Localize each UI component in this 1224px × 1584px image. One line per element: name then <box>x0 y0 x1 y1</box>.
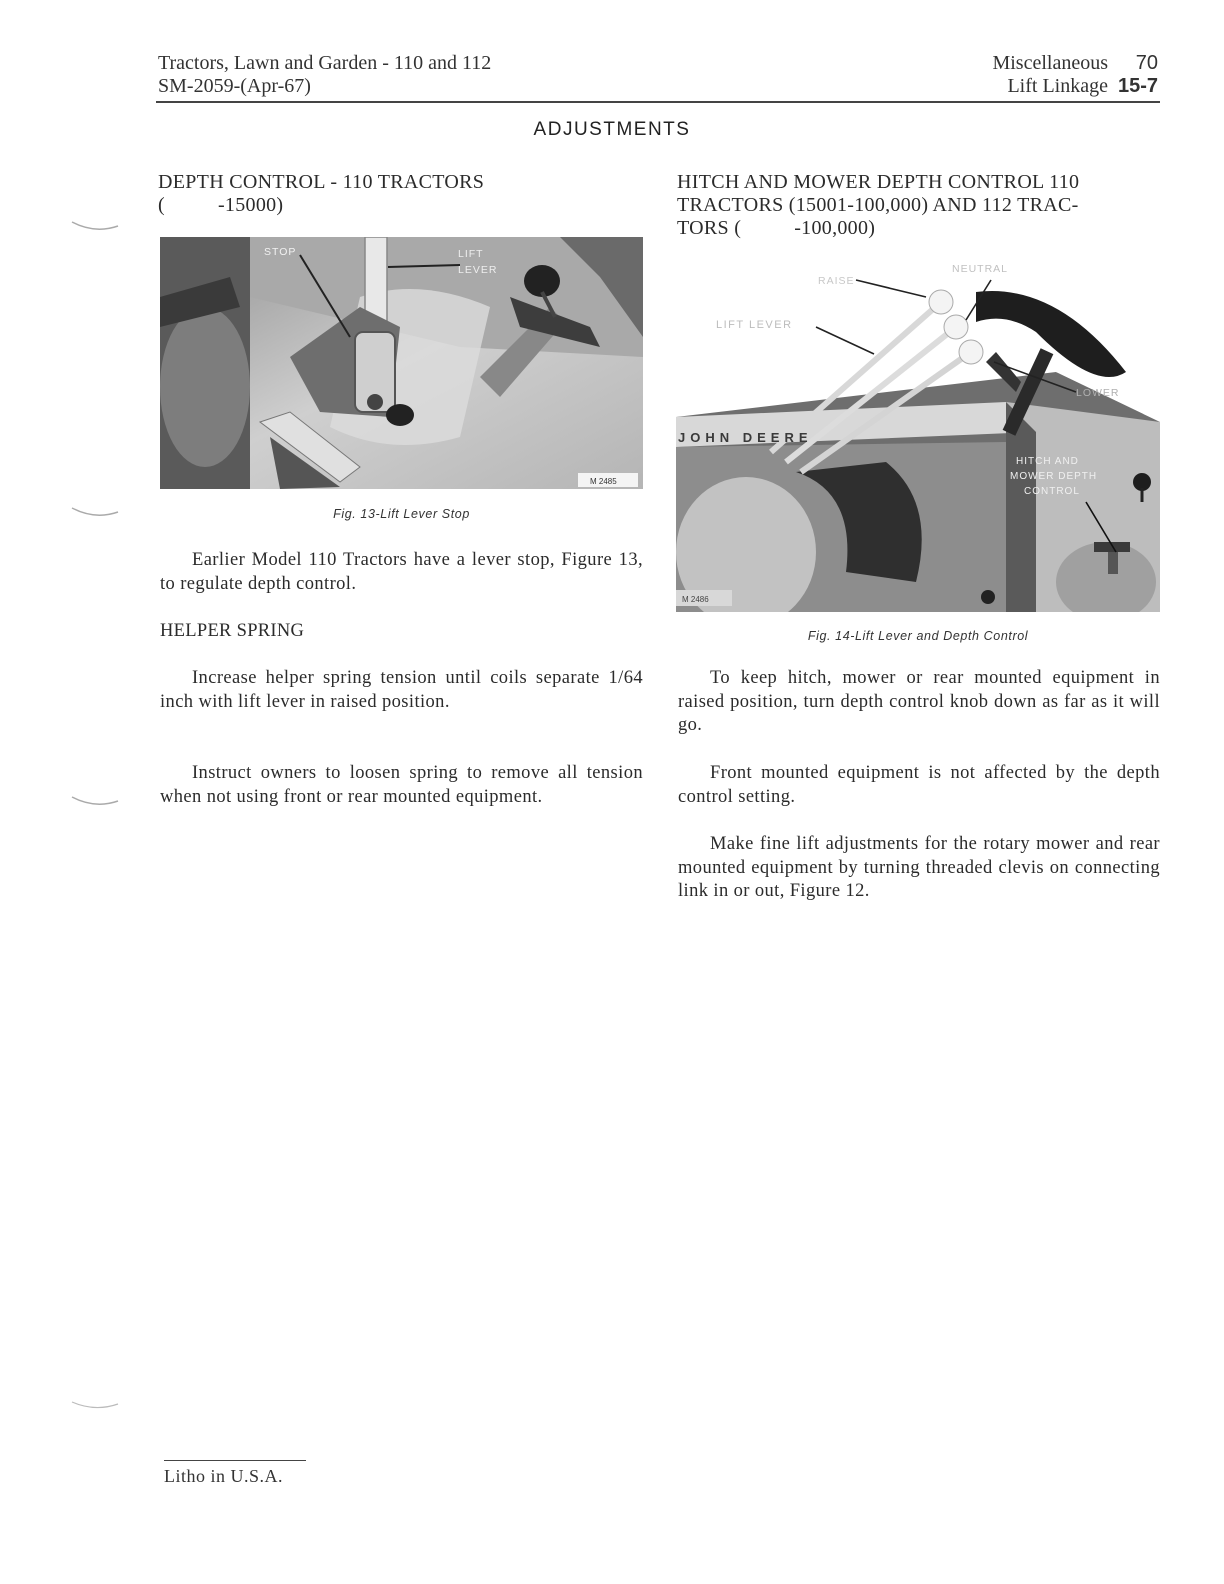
right-heading <box>677 171 1167 240</box>
left-heading <box>158 171 648 217</box>
label-lower: LOWER <box>1076 387 1120 399</box>
label-stop: STOP <box>264 246 297 258</box>
label-hitch-line1: HITCH AND <box>1016 456 1079 467</box>
binding-hole-mark <box>70 795 120 809</box>
right-para-2: Front mounted equipment is not affected by the depth control setting. <box>678 763 1160 807</box>
right-para-1: To keep hitch, mower or rear mounted equipment in raised position, turn depth control knob down as far as it will go. <box>678 668 1160 735</box>
label-brand: JOHN DEERE <box>678 430 813 445</box>
binding-hole-mark <box>70 506 120 520</box>
label-raise: RAISE <box>818 275 855 287</box>
section-name: Miscellaneous <box>992 52 1108 74</box>
left-para-3: Instruct owners to loosen spring to remove all tension when not using front or rear mounted equipment. <box>160 763 643 807</box>
lift-lever-depth-control-photo <box>676 252 1160 612</box>
right-para-3: Make fine lift adjustments for the rotary mower and rear mounted equipment by turning threaded clevis on connecting link in or out, Figure 12. <box>678 834 1160 901</box>
label-neutral: NEUTRAL <box>952 263 1009 275</box>
right-heading-line1: HITCH AND MOWER DEPTH CONTROL 110 <box>677 171 1080 193</box>
lift-lever-stop-photo <box>160 237 643 489</box>
binding-hole-mark <box>70 220 120 234</box>
label-lift-lever: LIFT LEVER <box>716 319 793 331</box>
footer-rule <box>164 1460 306 1461</box>
figure-13-photo <box>160 237 643 489</box>
section-title: ADJUSTMENTS <box>533 119 691 140</box>
figure-13-caption: Fig. 13-Lift Lever Stop <box>333 507 470 521</box>
figure-14-photo <box>676 252 1160 612</box>
figure-code: M 2485 <box>590 477 617 486</box>
subsection-name: Lift Linkage <box>1007 75 1108 97</box>
left-heading-line2: ( -15000) <box>158 194 284 216</box>
footer-imprint: Litho in U.S.A. <box>164 1466 284 1486</box>
header-rule <box>156 101 1160 103</box>
label-lever: LEVER <box>458 264 498 276</box>
left-para-2: Increase helper spring tension until coils separate 1/64 inch with lift lever in raised position. <box>160 668 643 712</box>
running-header-right <box>992 52 1158 98</box>
page-code: 15-7 <box>1117 75 1158 97</box>
right-heading-line2: TRACTORS (15001-100,000) AND 112 TRAC- <box>677 194 1079 216</box>
figure-code: M 2486 <box>682 595 709 604</box>
right-heading-line3: TORS ( -100,000) <box>677 217 876 239</box>
running-header-left <box>158 52 491 98</box>
binding-hole-mark <box>70 1400 120 1414</box>
left-para-1: Earlier Model 110 Tractors have a lever stop, Figure 13, to regulate depth control. <box>160 550 643 594</box>
page-number: 70 <box>1135 52 1158 74</box>
helper-spring-heading: HELPER SPRING <box>160 621 305 641</box>
figure-14-caption: Fig. 14-Lift Lever and Depth Control <box>807 629 1029 643</box>
label-hitch-line3: CONTROL <box>1024 486 1080 497</box>
left-heading-line1: DEPTH CONTROL - 110 TRACTORS <box>158 171 485 193</box>
label-hitch-line2: MOWER DEPTH <box>1010 471 1098 482</box>
label-lift: LIFT <box>458 248 484 260</box>
manual-code: SM-2059-(Apr-67) <box>158 75 311 97</box>
manual-title: Tractors, Lawn and Garden - 110 and 112 <box>158 52 492 74</box>
